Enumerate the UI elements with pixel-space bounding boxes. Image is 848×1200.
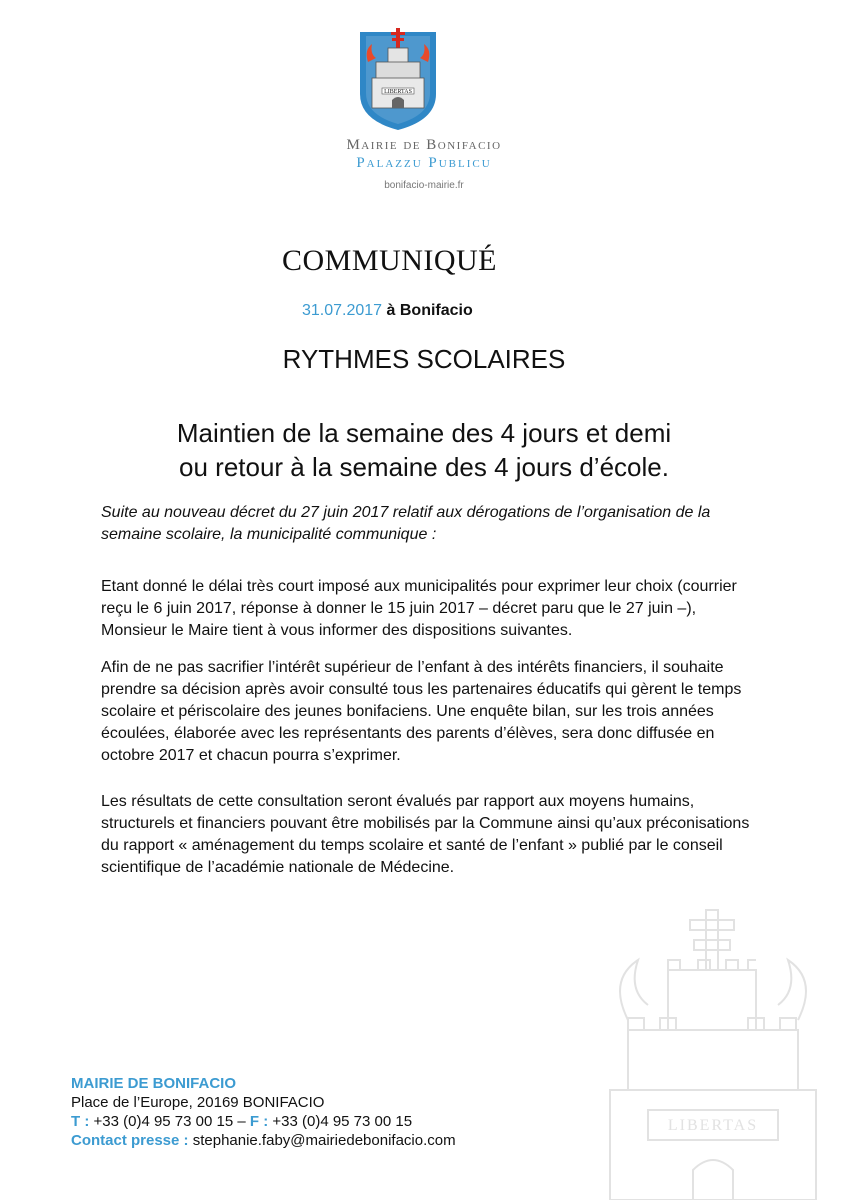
headline-line-2: ou retour à la semaine des 4 jours d’école.	[179, 452, 669, 482]
watermark-castle	[598, 900, 828, 1200]
press-contact-label: Contact presse :	[71, 1132, 189, 1149]
fax-label: F :	[249, 1113, 269, 1130]
headline-line-1: Maintien de la semaine des 4 jours et demi	[176, 418, 672, 448]
press-contact-email[interactable]: stephanie.faby@mairiedebonifacio.com	[188, 1132, 456, 1149]
body-paragraph: Afin de ne pas sacrifier l’intérêt supérieur de l’enfant à des intérêts financiers, il souhaite prendre sa décision après avoir consulté tous les partenaires éducatifs qui gèrent le temps scolaire et périscolaire des jeunes bonifaciens. Une enquête bilan, sur les trois années écoulées, élaborée avec les représentants des parents d’élèves, sera donc diffusée en octobre 2017 et chacun pourra s’exprimer.	[101, 659, 742, 764]
watermark-label: LIBERTAS	[667, 1117, 759, 1134]
intro-paragraph: Suite au nouveau décret du 27 juin 2017 relatif aux dérogations de l’organisation de la semaine scolaire, la municipalité communique :	[101, 504, 711, 543]
footer-phone-line	[71, 1112, 456, 1131]
body-paragraph: Les résultats de cette consultation seront évalués par rapport aux moyens humains, structurels et financiers pouvant être mobilisés par la Commune ainsi qu’aux préconisations du rapport « aménagement du temps scolaire et santé de l’enfant » publié par le conseil scientifique de l’académie nationale de Médecine.	[101, 793, 750, 876]
phone-label: T :	[71, 1113, 90, 1130]
body-paragraph: Etant donné le délai très court imposé aux municipalités pour exprimer leur choix (courrier reçu le 6 juin 2017, réponse à donner le 15 juin 2017 – décret paru que le 27 juin –), Monsieur le Maire tient à vous informer des dispositions suivantes.	[101, 578, 737, 639]
org-name: Mairie de Bonifacio	[346, 137, 502, 153]
dateline	[302, 302, 473, 320]
document-type-title: COMMUNIQUÉ	[282, 244, 497, 277]
document-date: 31.07.2017	[302, 302, 383, 319]
footer-contact	[71, 1074, 456, 1150]
fax-number: +33 (0)4 95 73 00 15	[268, 1113, 413, 1130]
phone-number[interactable]: +33 (0)4 95 73 00 15 –	[89, 1113, 250, 1130]
footer-press-line	[71, 1131, 456, 1150]
footer-address: Place de l’Europe, 20169 BONIFACIO	[71, 1094, 325, 1111]
org-name-local: Palazzu Publicu	[356, 155, 492, 171]
coat-of-arms-logo	[358, 22, 438, 132]
seal-label: LIBERTAS	[384, 89, 412, 95]
headline	[60, 416, 788, 484]
document-place: à Bonifacio	[386, 302, 473, 319]
website-link[interactable]: bonifacio-mairie.fr	[384, 180, 464, 191]
subject-heading: RYTHMES SCOLAIRES	[282, 344, 566, 374]
footer-org-name: MAIRIE DE BONIFACIO	[71, 1075, 237, 1092]
